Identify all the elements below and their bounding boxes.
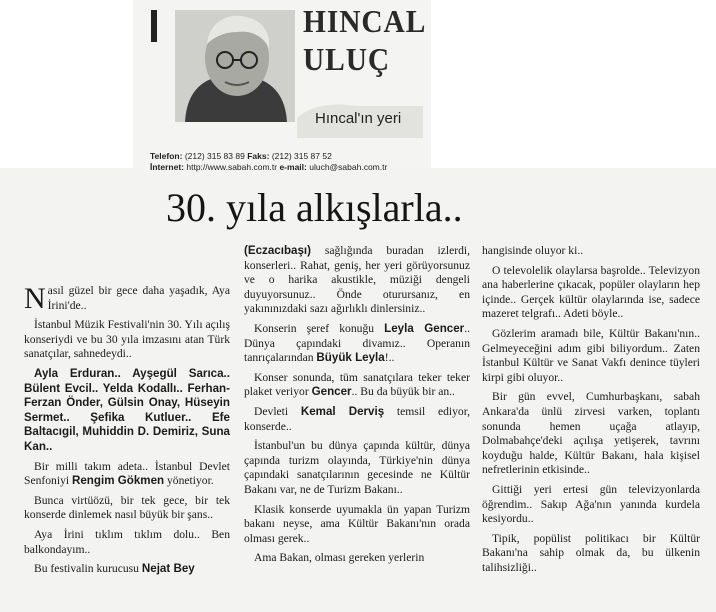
paragraph: Gözlerim aramadı bile, Kültür Bakanı'nın.. Gelmeyeceğini adım gibi biliyordum.. Zaten İstanbul Kültür ve Sanat Vakfı denince tüyleri kirpi gibi oluyor..: [482, 326, 700, 384]
paragraph: İstanbul Müzik Festivali'nin 30. Yılı açılış konseriydi ve bu 30 yıla imzasını atan Türk sanatçılar, sahnedeydi..: [24, 318, 230, 361]
article-column-3: [482, 244, 700, 580]
author-photo: [175, 10, 295, 122]
paragraph: Bir gün evvel, Cumhurbaşkanı, sabah Ankara'da ünlü zirvesi varken, toplantı sonunda hemen uçağa atlayıp, Dolmabahçe'deki açılışa yetişerek, tavrını koyduğu halde, Kültür Bakanı, hala kişisel nefretlerinin etkisinde..: [482, 390, 700, 477]
column-name: Hıncal'ın yeri: [315, 110, 402, 127]
phone-label: Telefon:: [150, 151, 183, 161]
conductor-name: Rengim Gökmen: [71, 474, 165, 488]
paragraph: Gittiği yeri ertesi gün televizyonlarda öğrendim.. Sakıp Ağa'nın yanında kurdela kesiyordu..: [482, 482, 700, 526]
article-column-1: [24, 284, 230, 582]
web-address: http://www.sabah.com.tr: [186, 162, 278, 172]
fax-number: (212) 315 87 52: [271, 151, 332, 161]
paragraph: hangisinde oluyor ki..: [482, 244, 584, 257]
paragraph: Bunca virtüözü, bir tek gece, bir tek konserde dinlemek nasıl büyük bir şans..: [24, 493, 230, 522]
paragraph: İstanbul'un bu dünya çapında kültür, dünya çapında turizm olayında, Türkiye'nin dünya çapındaki sanatçılarının gecesinde ne Kültür Bakanı var, ne de Turizm Bakanı..: [244, 439, 470, 496]
column-number-mark: [151, 10, 157, 42]
contact-web-mail: [150, 162, 387, 172]
drop-cap: N: [24, 282, 46, 315]
paragraph: Konser sonunda, tüm sanatçılara teker teker plaket veriyor Gencer.. Bu da büyük bir an..: [244, 370, 470, 399]
paragraph: Ama Bakan, olması gereken yerlerin: [254, 551, 425, 565]
paragraph: Bir milli takım adeta.. İstanbul Devlet Senfoniyi Rengim Gökmen yönetiyor.: [24, 459, 230, 488]
article-column-2: [244, 244, 470, 571]
phone-number: (212) 315 83 89: [184, 151, 245, 161]
author-name-line1: HINCAL: [303, 3, 427, 39]
paragraph: Aya İrini tıklım tıklım dolu.. Ben balkondayım..: [24, 527, 230, 556]
paragraph: (Eczacıbaşı) sağlığında buradan izlerdi, konserleri.. Rahat, geniş, her yeri görüyorsunuz ve o harika akustikle, müziği dengeli duyuyorsunuz.. Önde oturursanız, en yakınınızdaki sazı ağırlıklı dinlersiniz..: [244, 244, 470, 316]
founder-name: Nejat Bey: [141, 562, 195, 576]
paragraph: Devleti Kemal Derviş temsil ediyor, konserde..: [244, 404, 470, 433]
fax-label: Faks:: [247, 151, 270, 161]
mail-label: e-mail:: [279, 162, 307, 172]
artist-names: Ayla Erduran.. Ayşegül Sarıca.. Bülent Evcil.. Yelda Kodallı.. Ferhan-Ferzan Önder, Gülsin Onay, Hüseyin Sermet.. Şefika Kutluer.. Efe Baltacıgil, Muhiddin D. Demiriz, Suna Kan..: [24, 366, 230, 453]
paragraph: Bu festivalin kurucusu Nejat Bey: [34, 562, 195, 576]
mail-address: uluch@sabah.com.tr: [309, 162, 388, 172]
paragraph: O televolelik olaylarsa başrolde.. Televizyon ana haberlerine çıkacak, popüler olayların hep içinde.. Gerçek kültür olaylarında ise, sadece mazeret telgrafı.. Adeti böyle..: [482, 263, 700, 321]
paragraph: Konserin şeref konuğu Leyla Gencer.. Dünya çapındaki divamız.. Operanın tanrıçalarından Büyük Leyla!..: [244, 321, 470, 365]
paragraph: Klasik konserde uyumakla ün yapan Turizm bakanı neyse, ama Kültür Bakanı'nın orada olması gerek..: [244, 502, 470, 545]
web-label: İnternet:: [150, 162, 184, 172]
paragraph: asıl güzel bir gece daha yaşadık, Aya İrini'de..: [47, 284, 230, 312]
paragraph: Tipik, popülist politikacı bir Kültür Bakanı'na sahip olmak da, bu ülkenin talihsizliği..: [482, 531, 700, 574]
author-name: [303, 2, 426, 78]
author-name-line2: ULUÇ: [303, 41, 391, 77]
contact-phone-fax: [150, 151, 332, 161]
article-title: 30. yıla alkışlarla..: [166, 185, 463, 230]
